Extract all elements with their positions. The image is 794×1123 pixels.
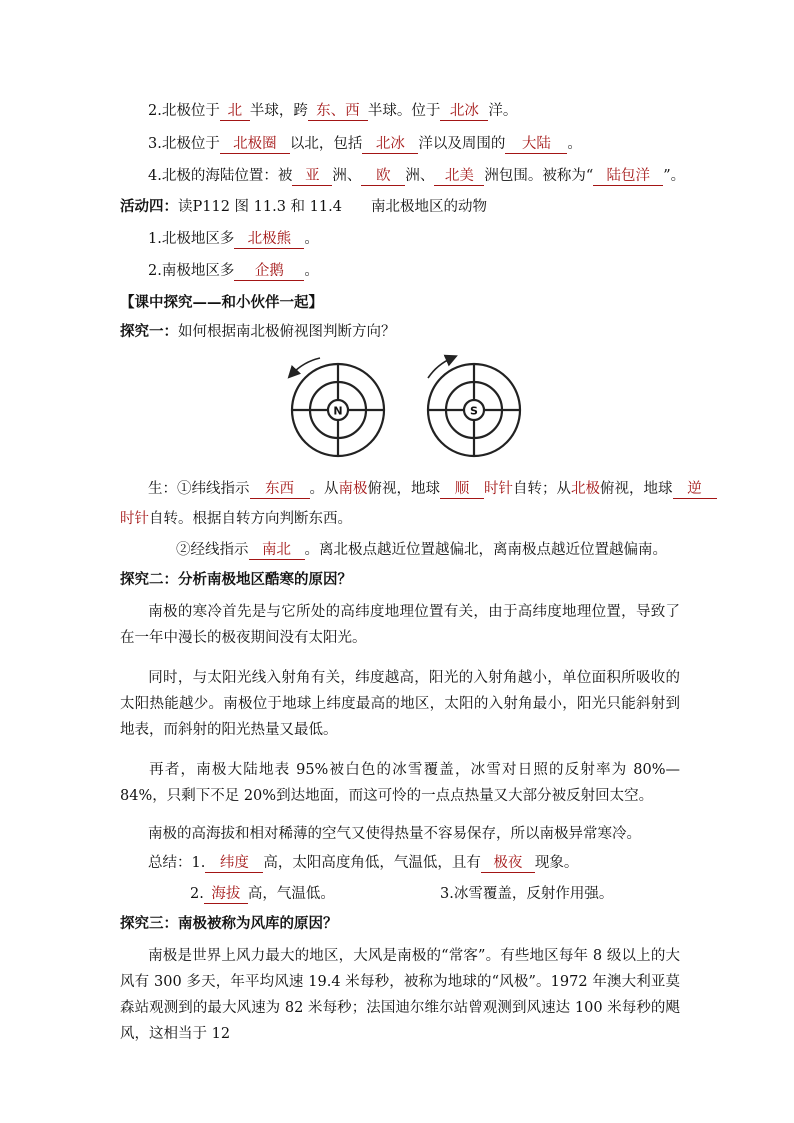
answer-blank: 顺 — [440, 480, 484, 499]
item-text: 。 — [304, 263, 319, 279]
inquiry-text: 如何根据南北极俯视图判断方向？ — [178, 324, 396, 340]
answer-blank: 北美 — [434, 167, 484, 186]
summary-line-2 — [190, 884, 335, 904]
answer-blank: 北冰 — [440, 102, 488, 121]
paragraph-text: 南极的寒冷首先是与它所处的高纬度地理位置有关，由于高纬度地理位置，导致了在一年中漫长的极夜期间没有太阳光。 — [120, 604, 680, 646]
paragraph-text: 南极的高海拔和相对稀薄的空气又使得热量不容易保存，所以南极异常寒冷。 — [148, 826, 641, 842]
summary-text: 现象。 — [534, 855, 579, 871]
inquiry-1-heading — [120, 322, 396, 342]
paragraph-2 — [120, 665, 680, 743]
answer-text: 自转。根据自转方向判断东西。 — [149, 511, 352, 527]
activity-4-heading — [120, 197, 487, 217]
polar-view-diagrams — [280, 352, 540, 462]
highlight-text: 北极 — [571, 481, 600, 497]
paragraph-text: 南极是世界上风力最大的地区，大风是南极的“常客”。有些地区每年 8 级以上的大风有 300 多天，年平均风速 19.4 米每秒，被称为地球的“风极”。1972 年澳大利亚莫森站观测到的最大风速为 82 米每秒；法国迪尔维尔站曾观测到风速达 100 米每秒的飓风，这相当于 12 — [120, 948, 680, 1042]
q2-text: 洋。 — [488, 103, 518, 119]
question-2 — [148, 101, 517, 121]
paragraph-4 — [120, 821, 680, 847]
summary-text: 高，气温低。 — [247, 886, 335, 902]
summary-line-3: 3.冰雪覆盖，反射作用强。 — [440, 886, 614, 902]
inquiry-label: 探究一： — [120, 323, 178, 340]
student-answer-1 — [148, 479, 717, 499]
highlight-text: 南极 — [338, 481, 368, 497]
answer-blank: 纬度 — [205, 854, 263, 873]
item-text: 2.南极地区多 — [148, 263, 235, 279]
answer-text: 俯视，地球 — [600, 481, 673, 497]
answer-blank: 北极圈 — [220, 135, 290, 154]
q2-text: 2.北极位于 — [148, 103, 220, 119]
answer-text: 生：①纬线指示 — [148, 481, 250, 497]
paragraph-1 — [120, 599, 680, 651]
q2-text: 半球，跨 — [249, 103, 308, 119]
answer-blank: 东、西 — [308, 102, 368, 121]
q3-text: 以北，包括 — [289, 136, 363, 152]
highlight-text: 时针 — [120, 511, 149, 527]
question-4 — [148, 166, 685, 186]
paragraph-3 — [120, 757, 680, 809]
q3-text: 3.北极位于 — [148, 136, 220, 152]
summary-text: 2. — [190, 886, 204, 902]
activity-4-item-2 — [148, 261, 319, 281]
inquiry-label: 探究三： — [120, 915, 178, 932]
answer-blank: 大陆 — [505, 135, 567, 154]
answer-blank: 企鹅 — [234, 262, 304, 281]
inquiry-text: 南极被称为风库的原因？ — [178, 915, 338, 932]
answer-blank: 海拔 — [204, 885, 248, 904]
answer-blank: 陆包洋 — [593, 167, 663, 186]
q3-text: 。 — [567, 136, 582, 152]
section-heading: 【课中探究——和小伙伴一起】 — [120, 294, 323, 311]
paragraph-5 — [120, 943, 680, 1047]
q4-text: ”。 — [663, 168, 686, 184]
summary-text: 总结：1. — [148, 855, 206, 871]
answer-blank: 极夜 — [481, 854, 535, 873]
answer-blank: 亚 — [292, 167, 332, 186]
inquiry-text: 分析南极地区酷寒的原因？ — [178, 571, 352, 588]
inquiry-label: 探究二： — [120, 571, 178, 588]
inquiry-2-heading — [120, 570, 352, 590]
q4-text: 洲包围。被称为“ — [484, 168, 594, 184]
activity-4-item-1 — [148, 229, 319, 249]
south-pole-label: S — [470, 404, 478, 418]
answer-text: 。从 — [309, 481, 339, 497]
answer-text: 自转；从 — [513, 481, 571, 497]
activity-text: 读P112 图 11.3 和 11.4 南北极地区的动物 — [178, 199, 487, 215]
student-answer-2 — [176, 540, 667, 560]
answer-text: 俯视，地球 — [367, 481, 440, 497]
student-answer-1-cont — [120, 509, 352, 529]
q4-text: 洲、 — [332, 168, 362, 184]
item-text: 。 — [304, 231, 319, 247]
highlight-text: 时针 — [484, 481, 513, 497]
q2-text: 半球。位于 — [367, 103, 441, 119]
paragraph-text: 同时，与太阳光线入射角有关，纬度越高，阳光的入射角越小，单位面积所吸收的太阳热能越少。南极位于地球上纬度最高的地区，太阳的入射角最小，阳光只能斜射到地表，而斜射的阳光热量又最低。 — [120, 670, 680, 738]
q4-text: 4.北极的海陆位置：被 — [148, 168, 293, 184]
activity-label: 活动四： — [120, 198, 178, 215]
north-pole-label: N — [333, 404, 343, 418]
answer-blank: 欧 — [361, 167, 405, 186]
answer-blank: 北 — [220, 102, 250, 121]
paragraph-text: 再者，南极大陆地表 95%被白色的冰雪覆盖，冰雪对日照的反射率为 80%— 84%，只剩下不足 20%到达地面，而这可怜的一点点热量又大部分被反射回太空。 — [120, 762, 680, 804]
summary-line-1 — [148, 853, 578, 873]
q3-text: 洋以及周围的 — [418, 136, 506, 152]
item-text: 1.北极地区多 — [148, 231, 235, 247]
answer-blank: 逆 — [673, 480, 717, 499]
inquiry-3-heading — [120, 914, 338, 934]
answer-blank: 北冰 — [362, 135, 418, 154]
summary-text: 高，太阳高度角低，气温低，且有 — [263, 855, 481, 871]
answer-text: ②经线指示 — [176, 542, 249, 558]
question-3 — [148, 134, 582, 154]
answer-blank: 南北 — [249, 541, 305, 560]
answer-blank: 北极熊 — [234, 230, 304, 249]
q4-text: 洲、 — [405, 168, 435, 184]
answer-text: 。离北极点越近位置越偏北，离南极点越近位置越偏南。 — [304, 542, 667, 558]
answer-blank: 东西 — [250, 480, 310, 499]
